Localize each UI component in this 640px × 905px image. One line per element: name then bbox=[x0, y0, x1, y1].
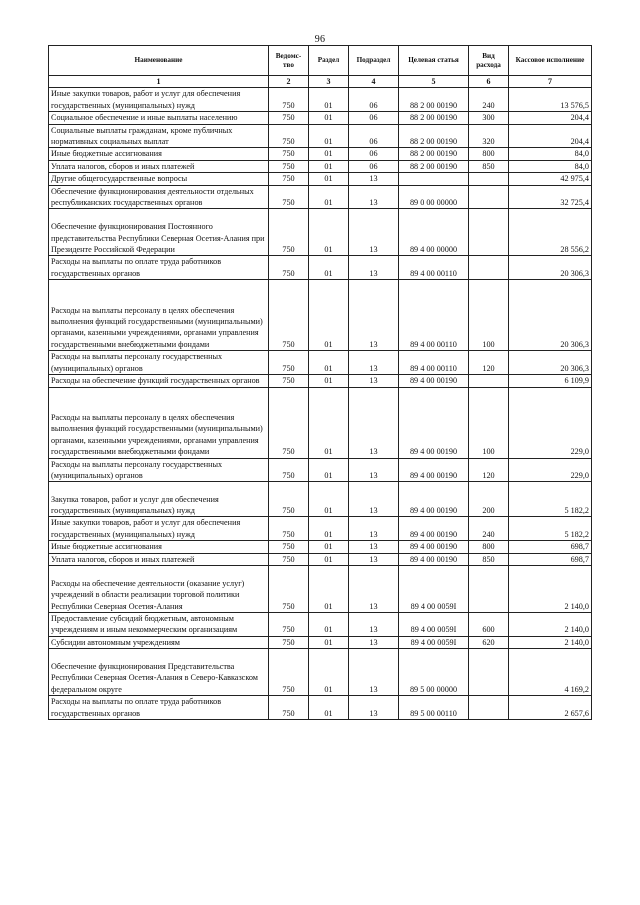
row-amount: 2 140,0 bbox=[509, 565, 592, 612]
row-podrazdel: 06 bbox=[349, 124, 399, 148]
row-name: Обеспечение функционирования деятельности отдельных республиканских государственных органов bbox=[49, 185, 269, 209]
row-name: Обеспечение функционирования Представительства Республики Северная Осетия-Алания в Северо-Кавказском федеральном округе bbox=[49, 649, 269, 696]
row-razdel: 01 bbox=[309, 185, 349, 209]
row-podrazdel: 13 bbox=[349, 280, 399, 351]
column-number: 3 bbox=[309, 76, 349, 88]
row-expense-type: 620 bbox=[469, 636, 509, 648]
row-vedomstvo: 750 bbox=[269, 696, 309, 720]
row-razdel: 01 bbox=[309, 565, 349, 612]
row-podrazdel: 06 bbox=[349, 88, 399, 112]
table-row bbox=[49, 88, 592, 112]
row-vedomstvo: 750 bbox=[269, 649, 309, 696]
row-name: Расходы на выплаты по оплате труда работников государственных органов bbox=[49, 256, 269, 280]
row-amount: 229,0 bbox=[509, 458, 592, 482]
row-vedomstvo: 750 bbox=[269, 209, 309, 256]
row-vedomstvo: 750 bbox=[269, 185, 309, 209]
row-razdel: 01 bbox=[309, 636, 349, 648]
row-podrazdel: 13 bbox=[349, 185, 399, 209]
row-name: Расходы на выплаты по оплате труда работников государственных органов bbox=[49, 696, 269, 720]
row-podrazdel: 13 bbox=[349, 553, 399, 565]
row-expense-type: 800 bbox=[469, 148, 509, 160]
row-podrazdel: 06 bbox=[349, 112, 399, 124]
row-expense-type bbox=[469, 696, 509, 720]
row-amount: 204,4 bbox=[509, 112, 592, 124]
row-razdel: 01 bbox=[309, 209, 349, 256]
row-target-article bbox=[399, 173, 469, 185]
row-vedomstvo: 750 bbox=[269, 553, 309, 565]
row-razdel: 01 bbox=[309, 375, 349, 387]
row-vedomstvo: 750 bbox=[269, 173, 309, 185]
row-expense-type bbox=[469, 565, 509, 612]
row-podrazdel: 13 bbox=[349, 565, 399, 612]
row-expense-type bbox=[469, 185, 509, 209]
row-amount: 698,7 bbox=[509, 541, 592, 553]
row-amount: 28 556,2 bbox=[509, 209, 592, 256]
row-name: Другие общегосударственные вопросы bbox=[49, 173, 269, 185]
row-target-article: 89 4 00 00190 bbox=[399, 541, 469, 553]
row-expense-type bbox=[469, 173, 509, 185]
row-vedomstvo: 750 bbox=[269, 280, 309, 351]
row-amount: 13 576,5 bbox=[509, 88, 592, 112]
row-name: Расходы на выплаты персоналу государственных (муниципальных) органов bbox=[49, 458, 269, 482]
row-vedomstvo: 750 bbox=[269, 541, 309, 553]
row-name: Социальное обеспечение и иные выплаты населению bbox=[49, 112, 269, 124]
row-expense-type bbox=[469, 649, 509, 696]
table-header-row bbox=[49, 46, 592, 76]
row-vedomstvo: 750 bbox=[269, 148, 309, 160]
row-amount: 5 182,2 bbox=[509, 517, 592, 541]
row-vedomstvo: 750 bbox=[269, 351, 309, 375]
row-podrazdel: 13 bbox=[349, 517, 399, 541]
row-target-article: 89 4 00 00190 bbox=[399, 375, 469, 387]
table-row bbox=[49, 256, 592, 280]
table-row bbox=[49, 280, 592, 351]
table-row bbox=[49, 160, 592, 172]
column-number: 5 bbox=[399, 76, 469, 88]
table-row bbox=[49, 565, 592, 612]
row-vedomstvo: 750 bbox=[269, 387, 309, 458]
row-podrazdel: 06 bbox=[349, 148, 399, 160]
row-name: Иные бюджетные ассигнования bbox=[49, 541, 269, 553]
column-number: 6 bbox=[469, 76, 509, 88]
row-expense-type: 120 bbox=[469, 458, 509, 482]
row-target-article: 88 2 00 00190 bbox=[399, 124, 469, 148]
row-razdel: 01 bbox=[309, 649, 349, 696]
row-expense-type bbox=[469, 209, 509, 256]
row-amount: 20 306,3 bbox=[509, 351, 592, 375]
table-row bbox=[49, 209, 592, 256]
row-podrazdel: 13 bbox=[349, 209, 399, 256]
row-expense-type: 600 bbox=[469, 612, 509, 636]
table-row bbox=[49, 124, 592, 148]
row-podrazdel: 13 bbox=[349, 256, 399, 280]
row-razdel: 01 bbox=[309, 160, 349, 172]
row-razdel: 01 bbox=[309, 696, 349, 720]
row-expense-type: 240 bbox=[469, 88, 509, 112]
row-expense-type: 120 bbox=[469, 351, 509, 375]
header-razdel: Раздел bbox=[309, 46, 349, 76]
row-amount: 32 725,4 bbox=[509, 185, 592, 209]
row-vedomstvo: 750 bbox=[269, 256, 309, 280]
row-razdel: 01 bbox=[309, 280, 349, 351]
column-number: 4 bbox=[349, 76, 399, 88]
row-target-article: 89 4 00 00000 bbox=[399, 209, 469, 256]
row-razdel: 01 bbox=[309, 112, 349, 124]
table-row bbox=[49, 112, 592, 124]
row-podrazdel: 13 bbox=[349, 649, 399, 696]
header-name: Наименование bbox=[49, 46, 269, 76]
row-expense-type: 800 bbox=[469, 541, 509, 553]
row-amount: 6 109,9 bbox=[509, 375, 592, 387]
row-amount: 2 140,0 bbox=[509, 612, 592, 636]
table-row bbox=[49, 696, 592, 720]
row-target-article: 89 4 00 0059I bbox=[399, 612, 469, 636]
table-row bbox=[49, 612, 592, 636]
column-number: 1 bbox=[49, 76, 269, 88]
table-row bbox=[49, 148, 592, 160]
row-name: Уплата налогов, сборов и иных платежей bbox=[49, 553, 269, 565]
row-podrazdel: 13 bbox=[349, 387, 399, 458]
header-vedomstvo: Ведомс-тво bbox=[269, 46, 309, 76]
row-name: Иные бюджетные ассигнования bbox=[49, 148, 269, 160]
row-name: Иные закупки товаров, работ и услуг для обеспечения государственных (муниципальных) нужд bbox=[49, 88, 269, 112]
row-podrazdel: 13 bbox=[349, 482, 399, 517]
row-amount: 84,0 bbox=[509, 148, 592, 160]
row-target-article: 89 5 00 00110 bbox=[399, 696, 469, 720]
table-row bbox=[49, 173, 592, 185]
table-row bbox=[49, 649, 592, 696]
row-podrazdel: 13 bbox=[349, 173, 399, 185]
row-razdel: 01 bbox=[309, 517, 349, 541]
row-expense-type: 300 bbox=[469, 112, 509, 124]
table-row bbox=[49, 517, 592, 541]
row-podrazdel: 13 bbox=[349, 351, 399, 375]
row-expense-type: 240 bbox=[469, 517, 509, 541]
row-amount: 84,0 bbox=[509, 160, 592, 172]
row-razdel: 01 bbox=[309, 387, 349, 458]
row-amount: 4 169,2 bbox=[509, 649, 592, 696]
row-podrazdel: 13 bbox=[349, 375, 399, 387]
row-expense-type bbox=[469, 375, 509, 387]
column-numbers-row bbox=[49, 76, 592, 88]
row-vedomstvo: 750 bbox=[269, 124, 309, 148]
table-row bbox=[49, 458, 592, 482]
header-target-article: Целевая статья bbox=[399, 46, 469, 76]
column-number: 7 bbox=[509, 76, 592, 88]
row-target-article: 89 4 00 00190 bbox=[399, 458, 469, 482]
row-name: Расходы на обеспечение функций государственных органов bbox=[49, 375, 269, 387]
row-target-article: 89 0 00 00000 bbox=[399, 185, 469, 209]
row-name: Обеспечение функционирования Постоянного представительства Республики Северная Осетия-Алания при Президенте Российской Федерации bbox=[49, 209, 269, 256]
row-expense-type: 100 bbox=[469, 280, 509, 351]
row-name: Иные закупки товаров, работ и услуг для обеспечения государственных (муниципальных) нужд bbox=[49, 517, 269, 541]
row-expense-type: 200 bbox=[469, 482, 509, 517]
row-name: Расходы на выплаты персоналу в целях обеспечения выполнения функций государственными (муниципальными) органами, казенными учреждениями, органами управления государственными внебюджетными фондами bbox=[49, 280, 269, 351]
row-amount: 698,7 bbox=[509, 553, 592, 565]
row-target-article: 89 4 00 00190 bbox=[399, 553, 469, 565]
table-row bbox=[49, 185, 592, 209]
row-name: Расходы на выплаты персоналу в целях обеспечения выполнения функций государственными (муниципальными) органами, казенными учреждениями, органами управления государственными внебюджетными фондами bbox=[49, 387, 269, 458]
row-razdel: 01 bbox=[309, 458, 349, 482]
header-expense-type: Вид расхода bbox=[469, 46, 509, 76]
row-target-article: 89 4 00 00190 bbox=[399, 387, 469, 458]
row-amount: 204,4 bbox=[509, 124, 592, 148]
row-vedomstvo: 750 bbox=[269, 160, 309, 172]
row-razdel: 01 bbox=[309, 553, 349, 565]
header-cash-execution: Кассовое исполнение bbox=[509, 46, 592, 76]
table-row bbox=[49, 541, 592, 553]
row-name: Предоставление субсидий бюджетным, автономным учреждениям и иным некоммерческим организациям bbox=[49, 612, 269, 636]
row-razdel: 01 bbox=[309, 124, 349, 148]
row-amount: 20 306,3 bbox=[509, 280, 592, 351]
row-target-article: 89 4 00 00110 bbox=[399, 351, 469, 375]
row-amount: 229,0 bbox=[509, 387, 592, 458]
row-amount: 2 140,0 bbox=[509, 636, 592, 648]
row-target-article: 88 2 00 00190 bbox=[399, 112, 469, 124]
row-razdel: 01 bbox=[309, 88, 349, 112]
row-target-article: 89 4 00 00110 bbox=[399, 280, 469, 351]
row-amount: 42 975,4 bbox=[509, 173, 592, 185]
row-name: Субсидии автономным учреждениям bbox=[49, 636, 269, 648]
row-name: Уплата налогов, сборов и иных платежей bbox=[49, 160, 269, 172]
row-razdel: 01 bbox=[309, 541, 349, 553]
row-name: Социальные выплаты гражданам, кроме публичных нормативных социальных выплат bbox=[49, 124, 269, 148]
row-vedomstvo: 750 bbox=[269, 482, 309, 517]
row-podrazdel: 13 bbox=[349, 541, 399, 553]
table-row bbox=[49, 387, 592, 458]
row-name: Расходы на обеспечение деятельности (оказание услуг) учреждений в области реализации торговой политики Республики Северная Осетия-Алания bbox=[49, 565, 269, 612]
row-vedomstvo: 750 bbox=[269, 375, 309, 387]
header-podrazdel: Подраздел bbox=[349, 46, 399, 76]
row-razdel: 01 bbox=[309, 482, 349, 517]
row-expense-type: 320 bbox=[469, 124, 509, 148]
row-vedomstvo: 750 bbox=[269, 112, 309, 124]
page-number: 96 bbox=[314, 34, 326, 45]
row-razdel: 01 bbox=[309, 173, 349, 185]
column-number: 2 bbox=[269, 76, 309, 88]
row-name: Закупка товаров, работ и услуг для обеспечения государственных (муниципальных) нужд bbox=[49, 482, 269, 517]
row-expense-type: 850 bbox=[469, 553, 509, 565]
row-target-article: 89 4 00 00190 bbox=[399, 517, 469, 541]
row-target-article: 89 4 00 0059I bbox=[399, 565, 469, 612]
row-target-article: 89 4 00 00190 bbox=[399, 482, 469, 517]
table-row bbox=[49, 636, 592, 648]
table-row bbox=[49, 482, 592, 517]
row-vedomstvo: 750 bbox=[269, 517, 309, 541]
row-target-article: 88 2 00 00190 bbox=[399, 160, 469, 172]
row-expense-type: 850 bbox=[469, 160, 509, 172]
row-target-article: 89 4 00 00110 bbox=[399, 256, 469, 280]
row-vedomstvo: 750 bbox=[269, 88, 309, 112]
row-podrazdel: 13 bbox=[349, 636, 399, 648]
row-podrazdel: 13 bbox=[349, 696, 399, 720]
row-razdel: 01 bbox=[309, 351, 349, 375]
row-target-article: 88 2 00 00190 bbox=[399, 148, 469, 160]
row-vedomstvo: 750 bbox=[269, 612, 309, 636]
table-row bbox=[49, 553, 592, 565]
row-amount: 20 306,3 bbox=[509, 256, 592, 280]
row-razdel: 01 bbox=[309, 612, 349, 636]
row-name: Расходы на выплаты персоналу государственных (муниципальных) органов bbox=[49, 351, 269, 375]
row-vedomstvo: 750 bbox=[269, 458, 309, 482]
row-amount: 5 182,2 bbox=[509, 482, 592, 517]
row-target-article: 89 4 00 0059I bbox=[399, 636, 469, 648]
row-razdel: 01 bbox=[309, 148, 349, 160]
row-vedomstvo: 750 bbox=[269, 636, 309, 648]
budget-execution-table bbox=[48, 45, 592, 720]
row-amount: 2 657,6 bbox=[509, 696, 592, 720]
row-target-article: 89 5 00 00000 bbox=[399, 649, 469, 696]
table-row bbox=[49, 375, 592, 387]
table-row bbox=[49, 351, 592, 375]
row-podrazdel: 13 bbox=[349, 458, 399, 482]
row-podrazdel: 06 bbox=[349, 160, 399, 172]
row-target-article: 88 2 00 00190 bbox=[399, 88, 469, 112]
row-razdel: 01 bbox=[309, 256, 349, 280]
row-podrazdel: 13 bbox=[349, 612, 399, 636]
row-expense-type: 100 bbox=[469, 387, 509, 458]
row-vedomstvo: 750 bbox=[269, 565, 309, 612]
row-expense-type bbox=[469, 256, 509, 280]
